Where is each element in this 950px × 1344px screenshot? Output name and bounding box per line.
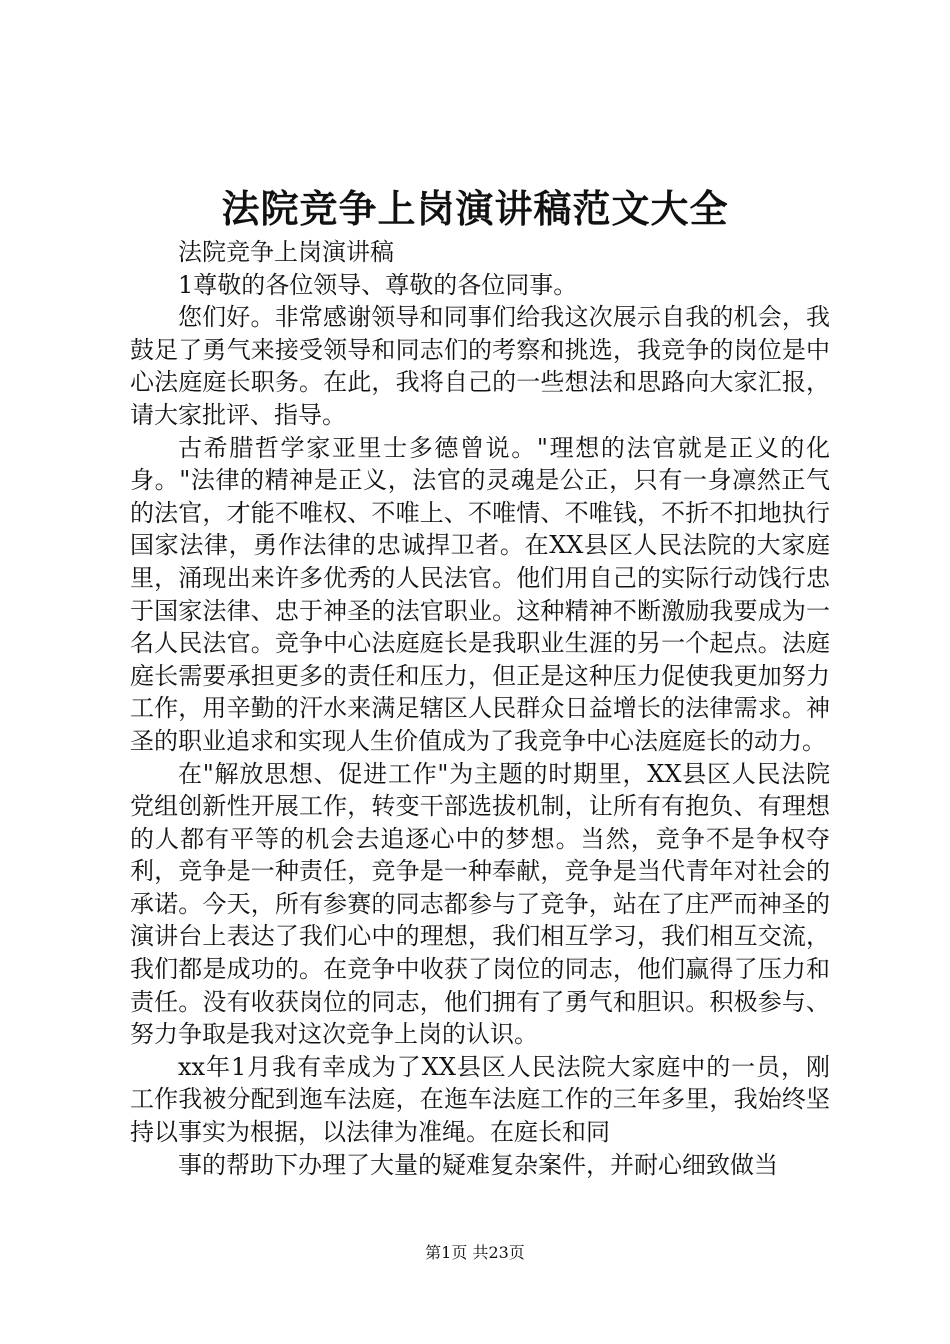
paragraph-intro: 您们好。非常感谢领导和同事们给我这次展示自我的机会，我鼓足了勇气来接受领导和同志们的考察和挑选，我竞争的岗位是中心法庭庭长职务。在此，我将自己的一些想法和思路向大家汇报，请大家批评、指导。 <box>130 303 830 429</box>
paragraph-greeting: 1尊敬的各位领导、尊敬的各位同事。 <box>178 270 578 299</box>
document-title: 法院竞争上岗演讲稿范文大全 <box>221 186 729 231</box>
paragraph-motivation: 古希腊哲学家亚里士多德曾说。"理想的法官就是正义的化身。"法律的精神是正义，法官的灵魂是公正，只有一身凛然正气的法官，才能不唯权、不唯上、不唯情、不唯钱，不折不扣地执行国家法律，勇作法律的忠诚捍卫者。在XX县区人民法院的大家庭里，涌现出来许多优秀的人民法官。他们用自己的实际行动饯行忠于国家法律、忠于神圣的法官职业。这种精神不断激励我要成为一名人民法官。竞争中心法庭庭长是我职业生涯的另一个起点。法庭庭长需要承担更多的责任和压力，但正是这种压力促使我更加努力工作，用辛勤的汗水来满足辖区人民群众日益增长的法律需求。神圣的职业追求和实现人生价值成为了我竞争中心法庭庭长的动力。 <box>130 433 830 755</box>
paragraph-subtitle: 法院竞争上岗演讲稿 <box>178 238 394 266</box>
page-number: 第1页 共23页 <box>425 1243 525 1262</box>
paragraph-competition: 在"解放思想、促进工作"为主题的时期里，XX县区人民法院党组创新性开展工作，转变干部选拔机制，让所有有抱负、有理想的人都有平等的机会去追逐心中的梦想。当然，竞争不是争权夺利，竞争是一种责任，竞争是一种奉献，竞争是当代青年对社会的承诺。今天，所有参赛的同志都参与了竞争，站在了庄严而神圣的演讲台上表达了我们心中的理想，我们相互学习，我们相互交流，我们都是成功的。在竞争中收获了岗位的同志，他们赢得了压力和责任。没有收获岗位的同志，他们拥有了勇气和胆识。积极参与、努力争取是我对这次竞争上岗的认识。 <box>130 759 830 1049</box>
paragraph-continuation: 事的帮助下办理了大量的疑难复杂案件，并耐心细致做当 <box>178 1150 778 1179</box>
paragraph-experience: xx年1月我有幸成为了XX县区人民法院大家庭中的一员，刚工作我被分配到迤车法庭，在迤车法庭工作的三年多里，我始终坚持以事实为根据，以法律为准绳。在庭长和同 <box>130 1052 830 1147</box>
document-body <box>130 236 830 1181</box>
